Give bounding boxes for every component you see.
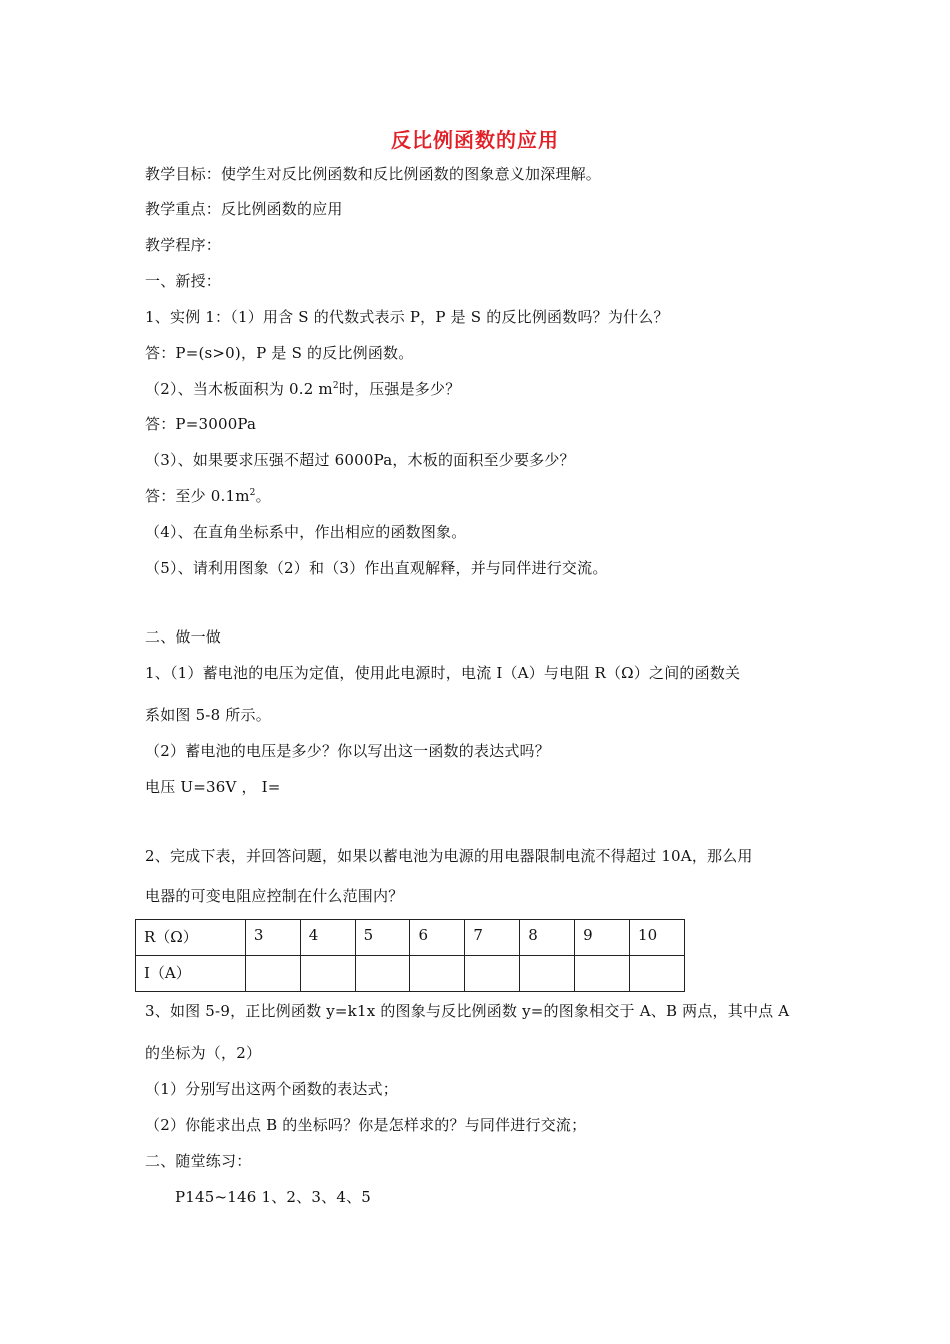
table-cell-empty: [300, 956, 355, 992]
question-5: （5）、请利用图象（2）和（3）作出直观解释，并与同伴进行交流。: [145, 559, 608, 577]
problem-2-line-a: 2、完成下表，并回答问题，如果以蓄电池为电源的用电器限制电流不得超过 10A，那么用: [145, 847, 753, 865]
problem-3-line-b: 的坐标为（，2）: [145, 1044, 262, 1062]
resistance-current-table: [135, 919, 685, 992]
table-cell-empty: [520, 956, 575, 992]
question-2-text-b: 时，压强是多少？: [338, 380, 461, 398]
question-2-text-a: （2）、当木板面积为 0.2 m: [145, 380, 333, 398]
table-cell: 6: [410, 920, 465, 956]
answer-3-text-a: 答：至少 0.1m: [145, 487, 250, 505]
table-cell-empty: [355, 956, 410, 992]
section-heading-practice: 二、随堂练习：: [145, 1152, 252, 1170]
table-header-current: I（A）: [136, 956, 246, 992]
answer-2: 答：P=3000Pa: [145, 415, 257, 433]
table-header-resistance: R（Ω）: [136, 920, 246, 956]
table-cell-empty: [575, 956, 630, 992]
answer-1: 答：P=(s>0)，P 是 S 的反比例函数。: [145, 344, 414, 362]
problem-1-line-a: 1、（1）蓄电池的电压为定值，使用此电源时，电流 I（A）与电阻 R（Ω）之间的函数关: [145, 664, 741, 682]
teaching-goal: 教学目标：使学生对反比例函数和反比例函数的图象意义加深理解。: [145, 165, 602, 183]
problem-3-question-2: （2）你能求出点 B 的坐标吗？你是怎样求的？与同伴进行交流；: [145, 1116, 587, 1134]
problem-3-line-a: 3、如图 5-9，正比例函数 y=k1x 的图象与反比例函数 y=的图象相交于 A、B 两点，其中点 A: [145, 1002, 790, 1020]
problem-2-line-b: 电器的可变电阻应控制在什么范围内？: [145, 887, 404, 905]
table-cell: 3: [245, 920, 300, 956]
table-cell: 8: [520, 920, 575, 956]
table-cell-empty: [410, 956, 465, 992]
problem-3-question-1: （1）分别写出这两个函数的表达式；: [145, 1080, 398, 1098]
practice-pages: P145~146 1、2、3、4、5: [175, 1188, 372, 1206]
answer-3: [145, 486, 271, 506]
table-cell-empty: [245, 956, 300, 992]
example-1-question: 1、实例 1：（1）用含 S 的代数式表示 P，P 是 S 的反比例函数吗？为什么？: [145, 308, 669, 326]
table-cell: 5: [355, 920, 410, 956]
table-cell: 10: [630, 920, 685, 956]
voltage-line: 电压 U=36V ， I=: [145, 778, 281, 796]
problem-1-line-b: 系如图 5-8 所示。: [145, 706, 271, 724]
table-cell: 7: [465, 920, 520, 956]
question-2-sup: 2: [332, 381, 339, 391]
section-heading-new: 一、新授：: [145, 272, 222, 290]
answer-3-sup: 2: [249, 488, 256, 498]
question-2: [145, 379, 460, 399]
table-row-resistance: [136, 920, 685, 956]
table-row-current: [136, 956, 685, 992]
table-cell-empty: [630, 956, 685, 992]
teaching-focus: 教学重点：反比例函数的应用: [145, 200, 343, 218]
table-cell: 4: [300, 920, 355, 956]
question-3: （3）、如果要求压强不超过 6000Pa，木板的面积至少要多少？: [145, 451, 575, 469]
document-title: 反比例函数的应用: [391, 128, 559, 152]
table-cell: 9: [575, 920, 630, 956]
answer-3-text-b: 。: [255, 487, 271, 505]
question-4: （4）、在直角坐标系中，作出相应的函数图象。: [145, 523, 467, 541]
table-cell-empty: [465, 956, 520, 992]
teaching-procedure: 教学程序：: [145, 236, 222, 254]
problem-1-question-2: （2）蓄电池的电压是多少？你以写出这一函数的表达式吗？: [145, 742, 550, 760]
section-heading-try: 二、做一做: [145, 628, 222, 646]
